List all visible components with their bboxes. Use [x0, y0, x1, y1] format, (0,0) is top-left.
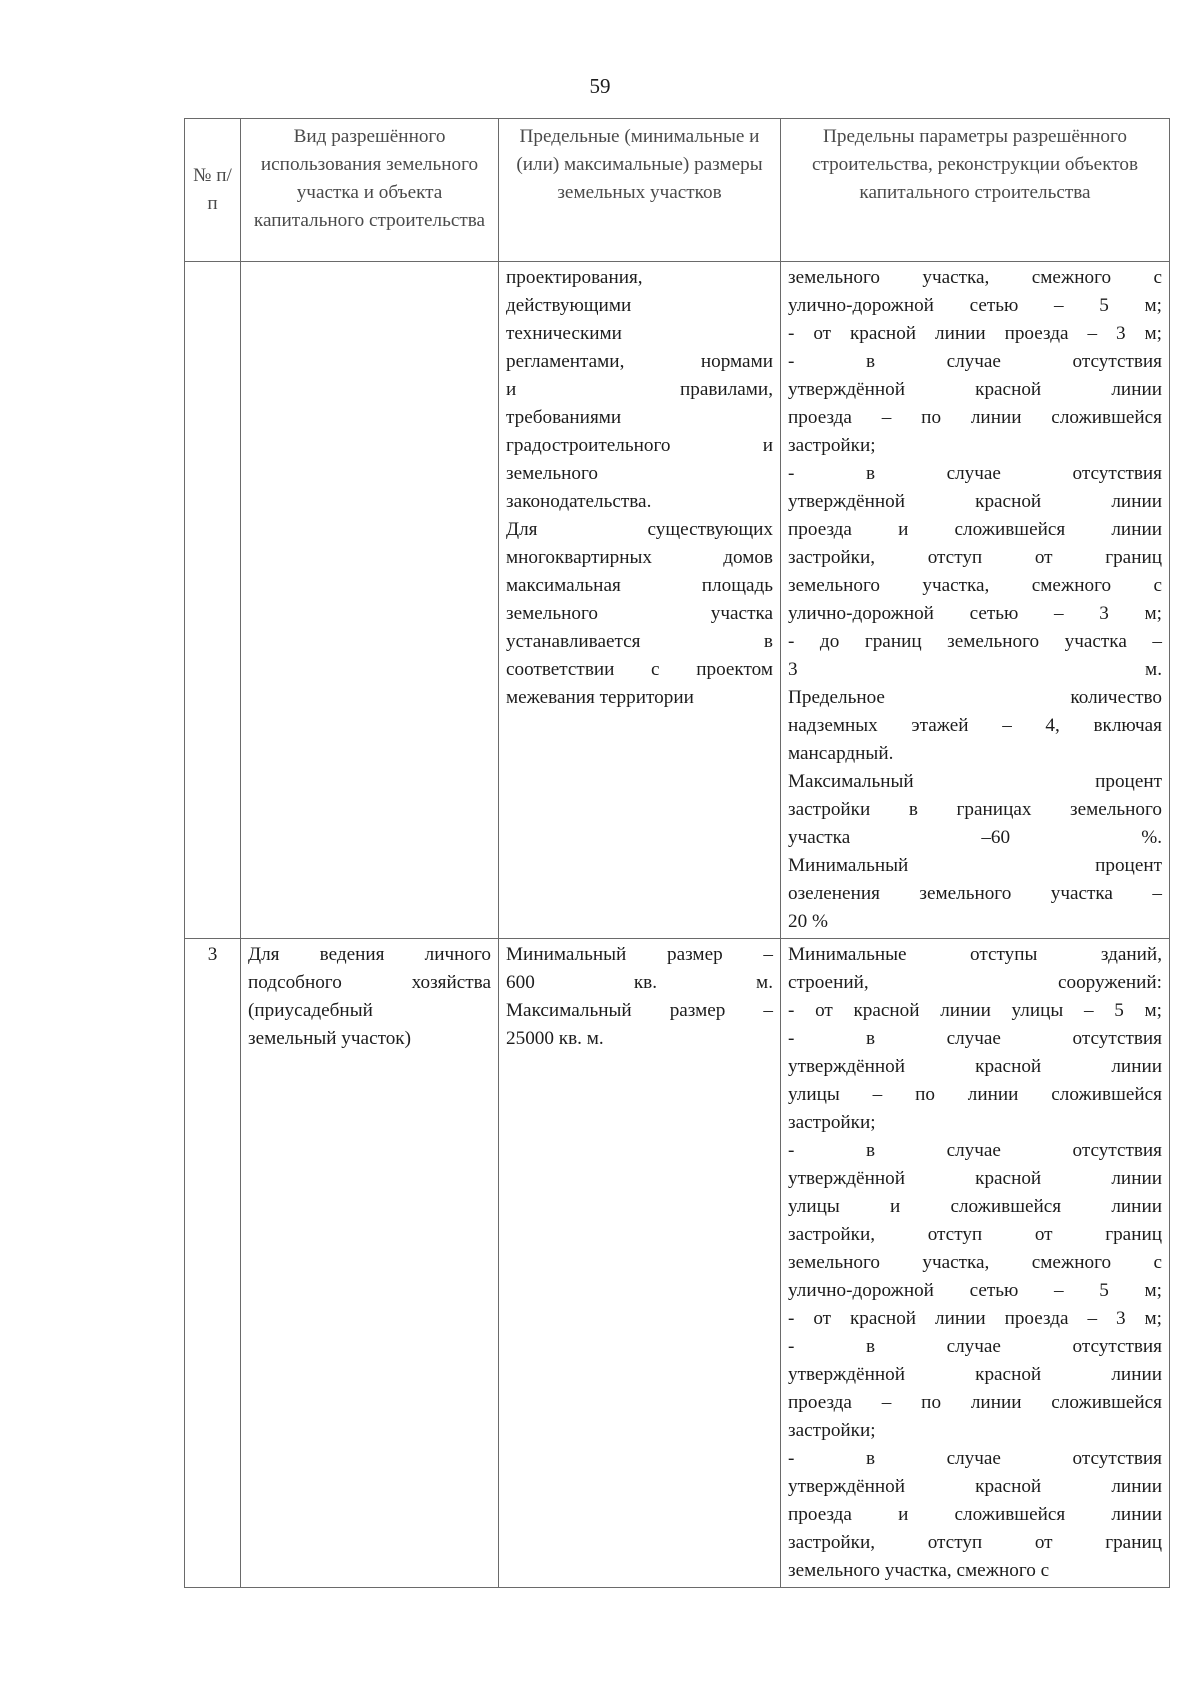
cell-text-line: утверждённой красной линии [788, 1056, 1162, 1077]
cell-text-line: мансардный. [788, 743, 894, 764]
page-number: 59 [589, 74, 611, 98]
table-row [185, 939, 1170, 1588]
cell-text-line: - в случае отсутствия [788, 1028, 1162, 1049]
cell-text-line: проезда и сложившейся линии [788, 1504, 1162, 1525]
cell-text-line: застройки, отступ от границ [788, 1224, 1162, 1245]
cell-text-line: - от красной линии улицы – 5 м; [788, 1000, 1162, 1021]
cell-text-line: законодательства. [506, 491, 652, 512]
cell-text-line: техническими [506, 323, 622, 344]
cell-text-line: проектирования, [506, 267, 643, 288]
cell-usage-type [241, 262, 499, 939]
cell-text-line: земельного участка, смежного с [788, 1252, 1162, 1273]
cell-text-line: - в случае отсутствия [788, 1448, 1162, 1469]
cell-text-line: устанавливается в [506, 631, 773, 652]
table-header-row [185, 119, 1170, 262]
cell-number [185, 262, 241, 939]
cell-text-line: застройки; [788, 435, 876, 456]
table-row [185, 262, 1170, 939]
cell-text-line: земельного участка, смежного с [788, 1560, 1050, 1581]
cell-plot-sizes [499, 262, 781, 939]
cell-text-line: проезда – по линии сложившейся [788, 1392, 1162, 1413]
cell-text-line: земельного участка, смежного с [788, 267, 1162, 288]
cell-plot-sizes [499, 939, 781, 1588]
cell-text-line: улично-дорожной сетью – 5 м; [788, 295, 1162, 316]
cell-text-line: озеленения земельного участка – [788, 883, 1162, 904]
cell-text-line: утверждённой красной линии [788, 379, 1162, 400]
cell-text-line: проезда – по линии сложившейся [788, 407, 1162, 428]
cell-text-line: проезда и сложившейся линии [788, 519, 1162, 540]
cell-text-line: улицы – по линии сложившейся [788, 1084, 1162, 1105]
cell-text-line: 3 м. [788, 659, 1162, 680]
cell-text-line: Минимальный размер – [506, 944, 773, 965]
cell-text-line: утверждённой красной линии [788, 1476, 1162, 1497]
cell-text-line: земельного участка, смежного с [788, 575, 1162, 596]
cell-text-line: земельный участок) [248, 1028, 412, 1049]
cell-text-line: застройки, отступ от границ [788, 1532, 1162, 1553]
cell-text-line: действующими [506, 295, 632, 316]
cell-text-line: - в случае отсутствия [788, 351, 1162, 372]
cell-text-line: утверждённой красной линии [788, 1168, 1162, 1189]
cell-text-line: улицы и сложившейся линии [788, 1196, 1162, 1217]
cell-text-line: градостроительного и [506, 435, 773, 456]
cell-text-line: улично-дорожной сетью – 3 м; [788, 603, 1162, 624]
cell-text-line: - от красной линии проезда – 3 м; [788, 323, 1162, 344]
cell-text-line: участка –60 %. [788, 827, 1162, 848]
cell-text-line: многоквартирных домов [506, 547, 773, 568]
cell-text-line: утверждённой красной линии [788, 491, 1162, 512]
cell-text-line: Для ведения личного [248, 944, 491, 965]
cell-text-line: земельного [506, 463, 598, 484]
cell-text-line: Минимальные отступы зданий, [788, 944, 1162, 965]
header-usage-type: Вид разрешённого использования земельного участка и объекта капитального строительства [241, 119, 499, 262]
cell-text-line: 600 кв. м. [506, 972, 773, 993]
cell-text-line: - до границ земельного участка – [788, 631, 1162, 652]
cell-text-line: - в случае отсутствия [788, 1140, 1162, 1161]
cell-text-line: Предельное количество [788, 687, 1162, 708]
cell-text-line: - в случае отсутствия [788, 1336, 1162, 1357]
header-construction-params: Предельны параметры разрешённого строительства, реконструкции объектов капитального строительства [781, 119, 1170, 262]
cell-text-line: Минимальный процент [788, 855, 1162, 876]
cell-text-line: улично-дорожной сетью – 5 м; [788, 1280, 1162, 1301]
cell-text-line: Максимальный размер – [506, 1000, 773, 1021]
cell-construction-params [781, 262, 1170, 939]
regulations-table [184, 118, 1170, 1588]
cell-text-line: Максимальный процент [788, 771, 1162, 792]
cell-text-line: застройки в границах земельного [788, 799, 1162, 820]
cell-text-line: утверждённой красной линии [788, 1364, 1162, 1385]
cell-text-line: 20 % [788, 911, 828, 932]
header-number: № п/п [185, 119, 241, 262]
cell-text-line: надземных этажей – 4, включая [788, 715, 1162, 736]
cell-text-line: межевания территории [506, 687, 694, 708]
cell-text-line: строений, сооружений: [788, 972, 1162, 993]
cell-text-line: Для существующих [506, 519, 773, 540]
cell-text-line: застройки; [788, 1420, 876, 1441]
cell-text-line: максимальная площадь [506, 575, 773, 596]
cell-construction-params [781, 939, 1170, 1588]
cell-text-line: соответствии с проектом [506, 659, 773, 680]
cell-text-line: земельного участка [506, 603, 773, 624]
cell-text-line: (приусадебный [248, 1000, 373, 1021]
cell-text-line: застройки, отступ от границ [788, 547, 1162, 568]
cell-number: 3 [185, 939, 241, 1588]
cell-text-line: - от красной линии проезда – 3 м; [788, 1308, 1162, 1329]
cell-text-line: 25000 кв. м. [506, 1028, 604, 1049]
cell-text-line: регламентами, нормами [506, 351, 773, 372]
cell-usage-type [241, 939, 499, 1588]
cell-text-line: подсобного хозяйства [248, 972, 491, 993]
cell-text-line: застройки; [788, 1112, 876, 1133]
cell-text-line: - в случае отсутствия [788, 463, 1162, 484]
cell-text-line: и правилами, [506, 379, 773, 400]
cell-text-line: требованиями [506, 407, 622, 428]
header-plot-sizes: Предельные (минимальные и (или) максимальные) размеры земельных участков [499, 119, 781, 262]
